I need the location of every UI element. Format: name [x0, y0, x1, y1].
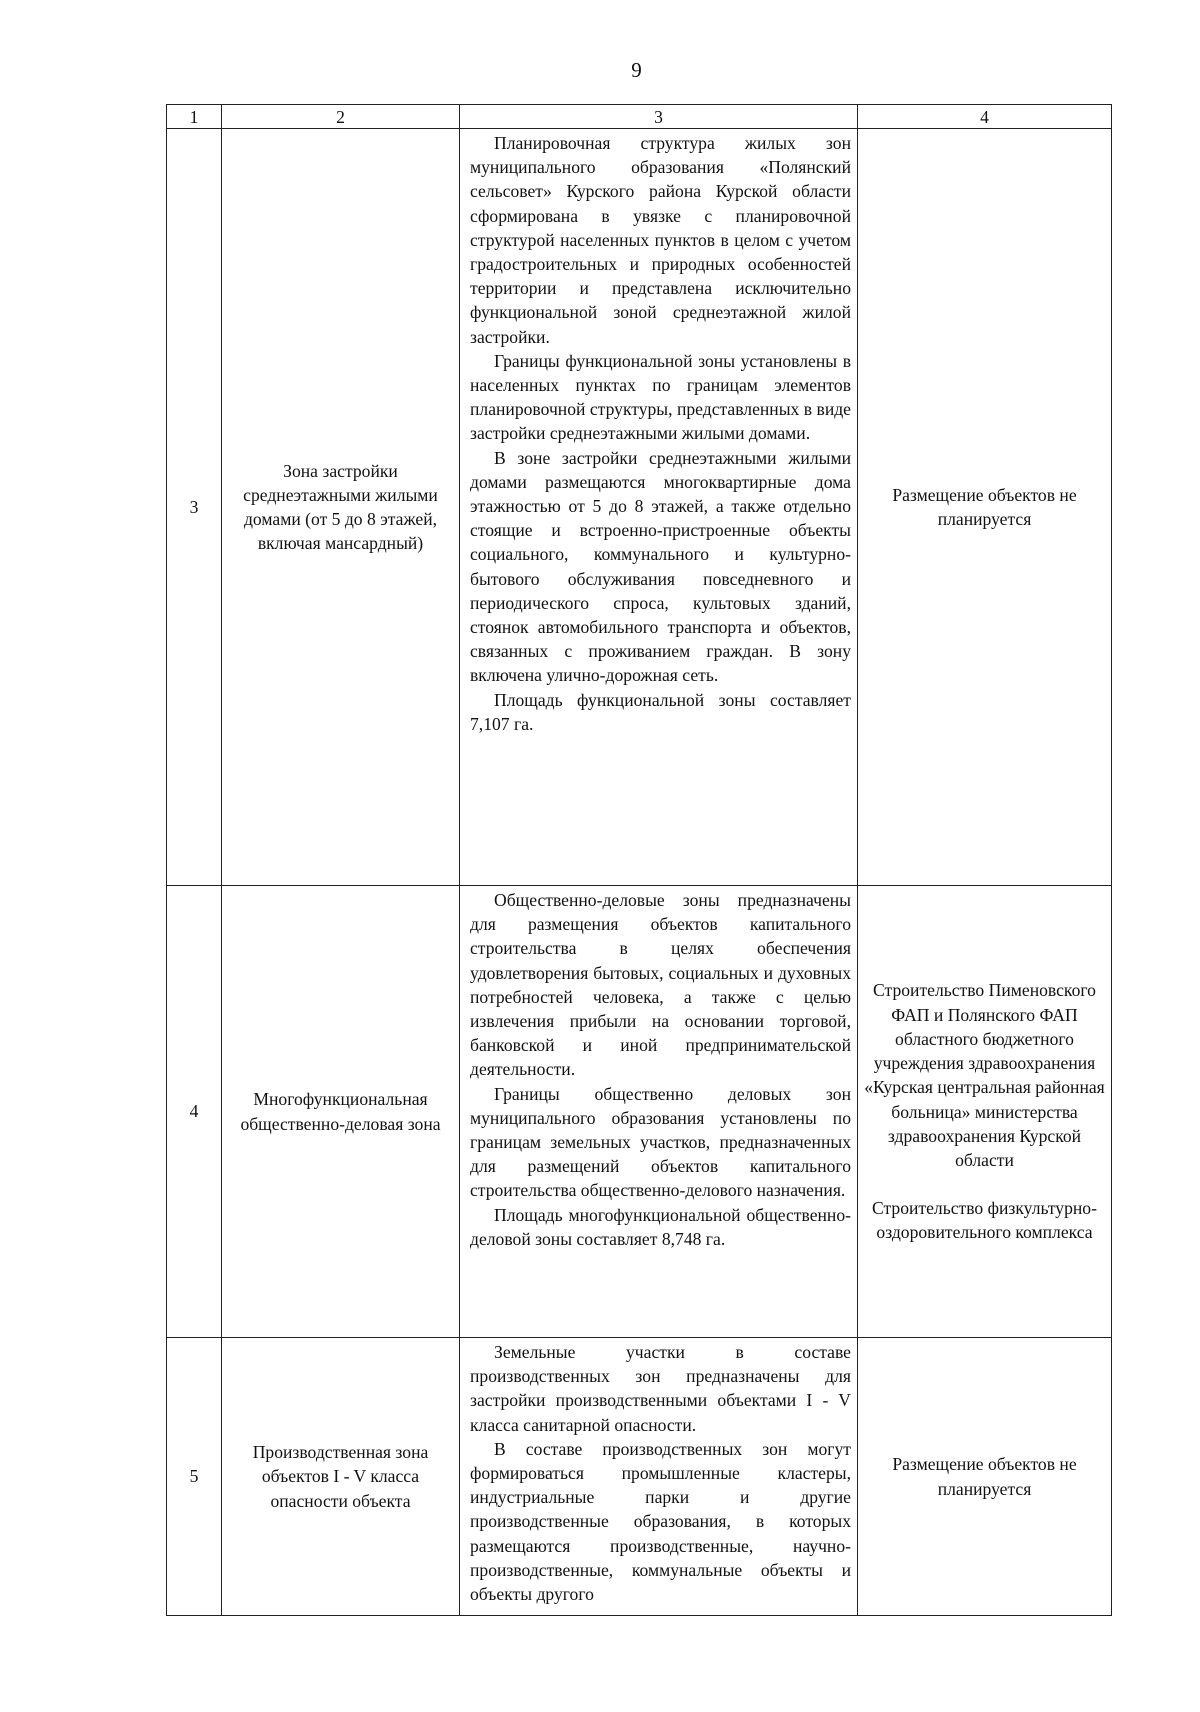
description-paragraph: В зоне застройки среднеэтажными жилыми домами размещаются многоквартирные дома этажностью от 5 до 8 этажей, а также отдельно стоящие и встроенно-пристроенные объекты социального, коммунального и культурно-бытового обслуживания повседневного и периодического спроса, культовых зданий, стоянок автомобильного транспорта и объектов, связанных с проживанием граждан. В зону включена улично-дорожная сеть.	[470, 447, 851, 686]
column-header-4: 4	[858, 105, 1112, 129]
description-paragraph: Общественно-деловые зоны предназначены для размещения объектов капитального строительства в целях обеспечения удовлетворения бытовых, социальных и духовных потребностей человека, а также с целью извлечения прибыли на основании торговой, банковской и иной предпринимательской деятельности.	[470, 890, 851, 1080]
zones-table	[166, 104, 1112, 1616]
description-paragraph: Планировочная структура жилых зон муниципального образования «Полянский сельсовет» Курского района Курской области сформирована в увязке с планировочной структурой населенных пунктов в целом с учетом градостроительных и природных особенностей территории и представлена исключительно функциональной зоной среднеэтажной жилой застройки.	[470, 133, 851, 347]
table-row	[167, 129, 1112, 886]
page-number: 9	[631, 58, 642, 82]
zone-name: Многофункциональная общественно-деловая зона	[222, 886, 460, 1338]
column-header-3: 3	[460, 105, 858, 129]
description-paragraph: Земельные участки в составе производственных зон предназначены для застройки производственными объектами I - V класса санитарной опасности.	[470, 1342, 851, 1435]
planned-item: Размещение объектов не планируется	[892, 484, 1077, 529]
zone-description	[460, 886, 858, 1338]
planned-item: Размещение объектов не планируется	[892, 1454, 1077, 1499]
description-paragraph: Границы функциональной зоны установлены в населенных пунктах по границам элементов планировочной структуры, представленных в виде застройки среднеэтажными жилыми домами.	[470, 350, 851, 444]
zone-description	[460, 1338, 858, 1616]
planned-objects	[858, 886, 1112, 1338]
row-number: 3	[167, 129, 222, 886]
description-paragraph: В составе производственных зон могут формироваться промышленные кластеры, индустриальные парки и другие производственные образования, в которых размещаются производственные, научно-производственные, коммунальные объекты и объекты другого	[470, 1438, 851, 1605]
row-number: 5	[167, 1338, 222, 1616]
description-paragraph: Площадь функциональной зоны составляет 7,107 га.	[470, 689, 851, 734]
planned-item: Строительство Пименовского ФАП и Полянского ФАП областного бюджетного учреждения здравоохранения «Курская центральная районная больница» министерства здравоохранения Курской области	[864, 980, 1105, 1170]
zone-description	[460, 129, 858, 886]
zone-name: Зона застройки среднеэтажными жилыми домами (от 5 до 8 этажей, включая мансардный)	[222, 129, 460, 886]
description-paragraph: Границы общественно деловых зон муниципального образования установлены по границам земельных участков, предназначенных для размещений объектов капитального строительства общественно-делового назначения.	[470, 1083, 851, 1201]
column-header-1: 1	[167, 105, 222, 129]
zone-name: Производственная зона объектов I - V класса опасности объекта	[222, 1338, 460, 1616]
table-row	[167, 886, 1112, 1338]
planned-objects	[858, 129, 1112, 886]
description-paragraph: Площадь многофункциональной общественно-деловой зоны составляет 8,748 га.	[470, 1204, 851, 1249]
planned-objects	[858, 1338, 1112, 1616]
table-row	[167, 1338, 1112, 1616]
table-header-row	[167, 105, 1112, 129]
row-number: 4	[167, 886, 222, 1338]
planned-item: Строительство физкультурно-оздоровительного комплекса	[872, 1198, 1097, 1243]
column-header-2: 2	[222, 105, 460, 129]
